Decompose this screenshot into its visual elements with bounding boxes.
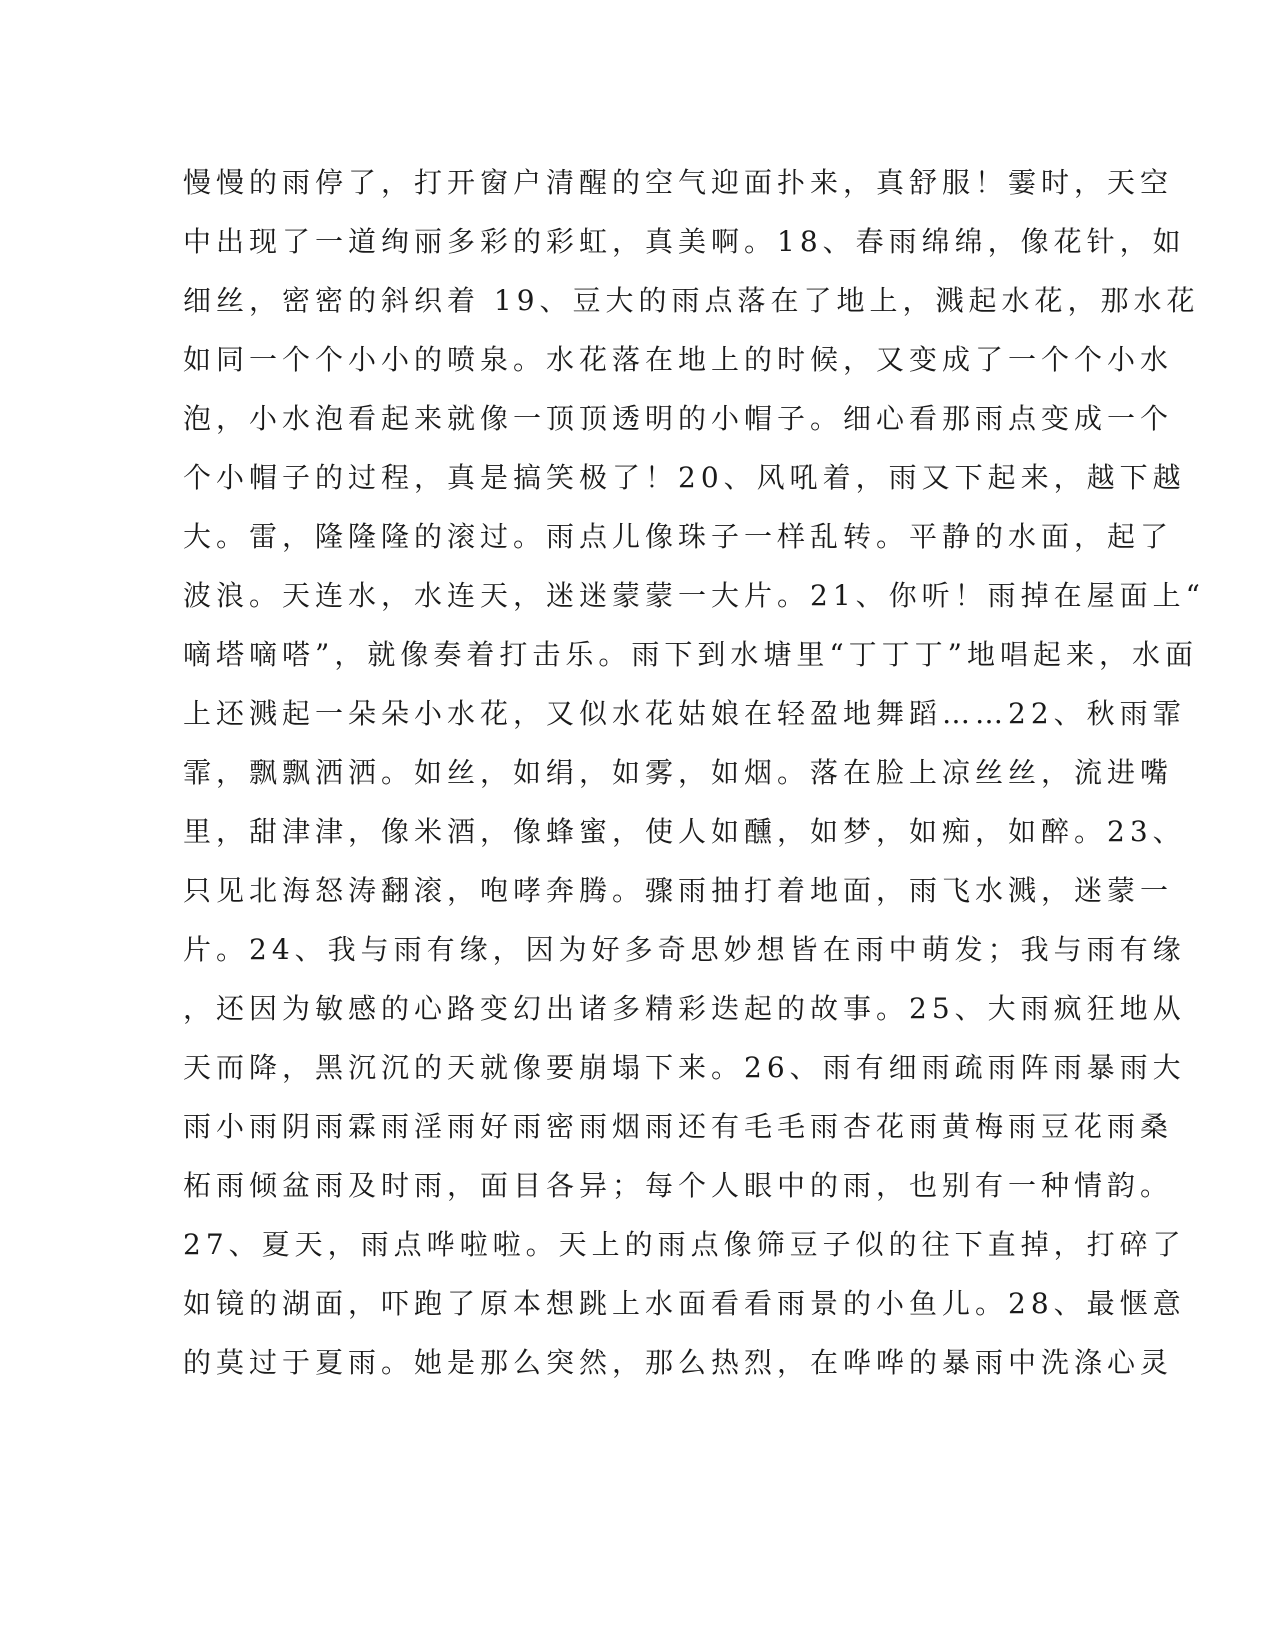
text-line: 中出现了一道绚丽多彩的彩虹，真美啊。18、春雨绵绵，像花针，如 xyxy=(183,225,1186,258)
text-line: 波浪。天连水，水连天，迷迷蒙蒙一大片。21、你听！雨掉在屋面上“ xyxy=(183,579,1205,612)
text-line: 大。雷，隆隆隆的滚过。雨点儿像珠子一样乱转。平静的水面，起了 xyxy=(183,520,1174,553)
text-line: 细丝，密密的斜织着 19、豆大的雨点落在了地上，溅起水花，那水花 xyxy=(183,284,1200,317)
text-line: 柘雨倾盆雨及时雨，面目各异；每个人眼中的雨，也别有一种情韵。 xyxy=(183,1169,1174,1202)
text-line: 泡，小水泡看起来就像一顶顶透明的小帽子。细心看那雨点变成一个 xyxy=(183,402,1174,435)
text-line: 只见北海怒涛翻滚，咆哮奔腾。骤雨抽打着地面，雨飞水溅，迷蒙一 xyxy=(183,874,1174,907)
text-line: 27、夏天，雨点哗啦啦。天上的雨点像筛豆子似的往下直掉，打碎了 xyxy=(183,1228,1186,1261)
body-text xyxy=(183,159,1205,1398)
text-line: 上还溅起一朵朵小水花，又似水花姑娘在轻盈地舞蹈……22、秋雨霏 xyxy=(183,697,1186,730)
text-line: 天而降，黑沉沉的天就像要崩塌下来。26、雨有细雨疏雨阵雨暴雨大 xyxy=(183,1051,1186,1084)
text-line: 里，甜津津，像米酒，像蜂蜜，使人如醺，如梦，如痴，如醉。23、 xyxy=(183,815,1186,848)
text-line: 慢慢的雨停了，打开窗户清醒的空气迎面扑来，真舒服！霎时，天空 xyxy=(183,166,1174,199)
text-line: 嘀塔嘀嗒”，就像奏着打击乐。雨下到水塘里“丁丁丁”地唱起来，水面 xyxy=(183,638,1198,671)
text-line: 如镜的湖面，吓跑了原本想跳上水面看看雨景的小鱼儿。28、最惬意 xyxy=(183,1287,1186,1320)
text-line: 片。24、我与雨有缘，因为好多奇思妙想皆在雨中萌发；我与雨有缘 xyxy=(183,933,1186,966)
text-line: 雨小雨阴雨霖雨淫雨好雨密雨烟雨还有毛毛雨杏花雨黄梅雨豆花雨桑 xyxy=(183,1110,1174,1143)
text-line: 个小帽子的过程，真是搞笑极了！20、风吼着，雨又下起来，越下越 xyxy=(183,461,1186,494)
text-line: ，还因为敏感的心路变幻出诸多精彩迭起的故事。25、大雨疯狂地从 xyxy=(183,992,1186,1025)
text-line: 的莫过于夏雨。她是那么突然，那么热烈，在哗哗的暴雨中洗涤心灵 xyxy=(183,1346,1174,1379)
text-line: 如同一个个小小的喷泉。水花落在地上的时候，又变成了一个个小水 xyxy=(183,343,1174,376)
text-line: 霏，飘飘洒洒。如丝，如绢，如雾，如烟。落在脸上凉丝丝，流进嘴 xyxy=(183,756,1174,789)
